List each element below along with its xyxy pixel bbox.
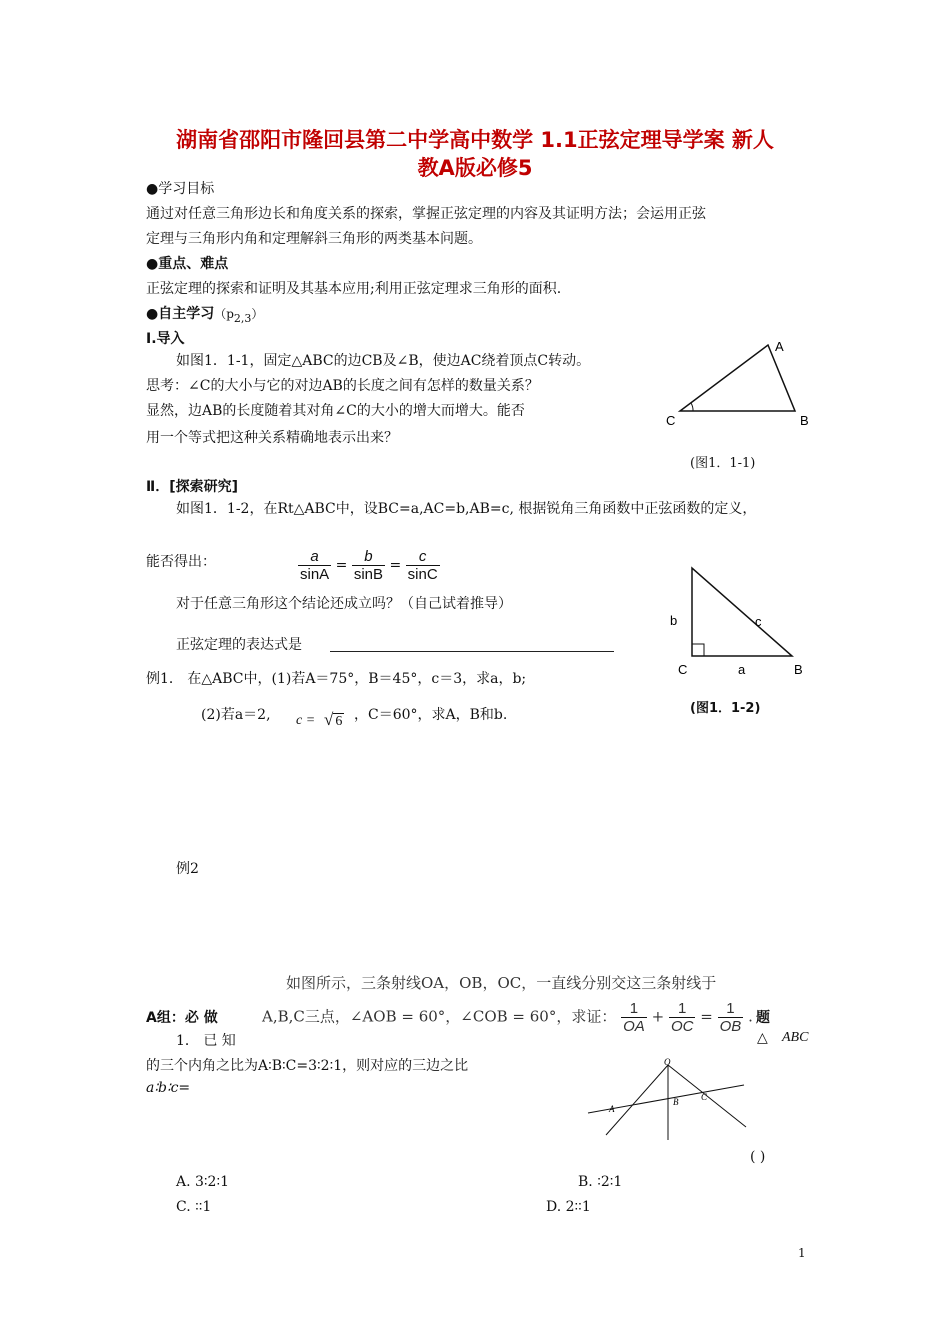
frac-num-a: a <box>298 548 331 566</box>
fig1-label-b: B <box>800 413 809 428</box>
intro-line1: 如图1．1-1，固定△ABC的边CB及∠B，使边AC绕着顶点C转动。 <box>176 353 591 369</box>
intro-line4: 用一个等式把这种关系精确地表示出来？ <box>146 430 398 446</box>
example2-text2: A,B,C三点，∠AOB = 60°，∠COB = 60°，求证： <box>262 1007 617 1026</box>
self-study-pages-end: ） <box>251 307 264 321</box>
period-dot: . <box>748 1007 753 1026</box>
fig2-label-a: a <box>738 662 746 677</box>
frac-num-1a: 1 <box>621 1000 647 1018</box>
goals-heading: ●学习目标 <box>146 181 215 197</box>
sqrt-sign: √ <box>324 710 334 729</box>
fraction-c-sinC <box>406 548 440 583</box>
fig3-label-c: C <box>701 1092 708 1102</box>
fraction-1-oa <box>621 1000 647 1035</box>
fraction-1-ob <box>718 1000 744 1035</box>
equals-sign-2: = <box>389 557 402 574</box>
example2-line2 <box>262 1000 753 1035</box>
q1-start: 1． 已 知 <box>176 1033 236 1049</box>
fig2-caption: (图1．1-2) <box>690 701 761 716</box>
equals-sign-1: = <box>335 557 348 574</box>
fig3-label-b: B <box>673 1097 679 1107</box>
page-number: 1 <box>798 1246 806 1260</box>
explore-line1: 如图1．1-2，在Rt△ABC中，设BC=a,AC=b,AB=c, 根据锐角三角函数中正弦函数的定义， <box>176 501 757 517</box>
q1-line3: a∶b∶c= <box>146 1080 191 1096</box>
q1-line2: 的三个内角之比为A∶B∶C=3∶2∶1，则对应的三边之比 <box>146 1058 469 1074</box>
answer-paren: ( ) <box>750 1149 766 1165</box>
frac-den-oc: OC <box>670 1018 694 1035</box>
intro-line3: 显然，边AB的长度随着其对角∠C的大小的增大而增大。能否 <box>146 403 525 419</box>
group-a-heading: A组：必 做 <box>146 1010 218 1026</box>
doc-title-line1: 湖南省邵阳市隆回县第二中学高中数学 1.1正弦定理导学案 新人 <box>176 128 774 152</box>
key-points-heading: ●重点、难点 <box>146 256 229 272</box>
answer-blank-line <box>330 650 614 652</box>
figure-1-2 <box>660 560 820 680</box>
frac-den-ob: OB <box>719 1018 742 1035</box>
explore-heading: Ⅱ．[探索研究] <box>146 479 239 495</box>
intro-line2: 思考：∠C的大小与它的对边AB的长度之间有怎样的数量关系？ <box>146 378 539 394</box>
example1-c-eq: c = <box>296 713 316 728</box>
fig2-label-c: C <box>678 662 688 677</box>
goals-line1: 通过对任意三角形边长和角度关系的探索，掌握正弦定理的内容及其证明方法；会运用正弦 <box>146 206 706 222</box>
example2-text1: 如图所示，三条射线OA，OB，OC，一直线分别交这三条射线于 <box>286 974 717 992</box>
group-a-heading-end: 题 <box>756 1010 770 1026</box>
sqrt-expression <box>324 710 344 730</box>
figure-rays <box>586 1055 751 1140</box>
fig3-label-a: A <box>609 1104 615 1114</box>
frac-num-1c: 1 <box>669 1000 696 1018</box>
fraction-1-oc <box>669 1000 696 1035</box>
example1-line2a: (2)若a＝2, <box>201 707 271 723</box>
frac-den-sinC: sinC <box>407 566 438 583</box>
frac-den-sinA: sinA <box>300 566 330 583</box>
q1-triangle-symbol: △ <box>757 1030 768 1046</box>
plus-sign: + <box>651 1007 665 1026</box>
example1-line1: 例1． 在△ABC中，(1)若A＝75°，B＝45°，c＝3，求a，b; <box>146 671 527 687</box>
fig1-label-a: A <box>775 339 784 354</box>
option-b[interactable]: B. ∶2∶1 <box>578 1174 623 1190</box>
example1-line2b: ，C＝60°，求A，B和b. <box>354 707 508 723</box>
doc-title-line2: 教A版必修5 <box>417 156 533 180</box>
fig2-label-b: b <box>670 613 678 628</box>
frac-den-sinB: sinB <box>353 566 384 583</box>
key-points-text: 正弦定理的探索和证明及其基本应用;利用正弦定理求三角形的面积. <box>146 281 562 297</box>
q1-abc: ABC <box>782 1030 809 1045</box>
fig1-label-c: C <box>666 413 676 428</box>
frac-den-oa: OA <box>623 1018 645 1035</box>
fig2-label-bv: B <box>794 662 803 677</box>
self-study-pages-sub: 2,3 <box>233 311 252 325</box>
explore-line2: 能否得出： <box>146 554 216 570</box>
equals-sign-3: = <box>700 1007 713 1026</box>
self-study-heading: ●自主学习 <box>146 306 215 322</box>
self-study-pages: （p <box>214 307 234 321</box>
option-c[interactable]: C. ∶∶1 <box>176 1199 212 1215</box>
goals-line2: 定理与三角形内角和定理解斜三角形的两类基本问题。 <box>146 231 482 247</box>
option-d[interactable]: D. 2∶∶1 <box>546 1199 591 1215</box>
fraction-b-sinB <box>352 548 385 583</box>
explore-line3: 对于任意三角形这个结论还成立吗？（自己试着推导） <box>176 596 512 612</box>
explore-line4: 正弦定理的表达式是 <box>176 637 302 653</box>
option-a[interactable]: A. 3∶2∶1 <box>176 1174 230 1190</box>
fig1-caption: (图1．1-1) <box>690 456 756 471</box>
frac-num-c: c <box>406 548 440 566</box>
frac-num-b: b <box>352 548 385 566</box>
fig3-label-o: O <box>664 1057 671 1067</box>
fraction-a-sinA <box>298 548 331 583</box>
sine-ratio-formula <box>298 548 440 583</box>
sqrt-radicand: 6 <box>335 714 343 729</box>
example2-label: 例2 <box>176 861 199 877</box>
intro-heading: Ⅰ.导入 <box>146 331 185 347</box>
fig2-label-c-side: c <box>755 614 762 629</box>
frac-num-1b: 1 <box>718 1000 744 1018</box>
figure-1-1 <box>660 335 820 435</box>
